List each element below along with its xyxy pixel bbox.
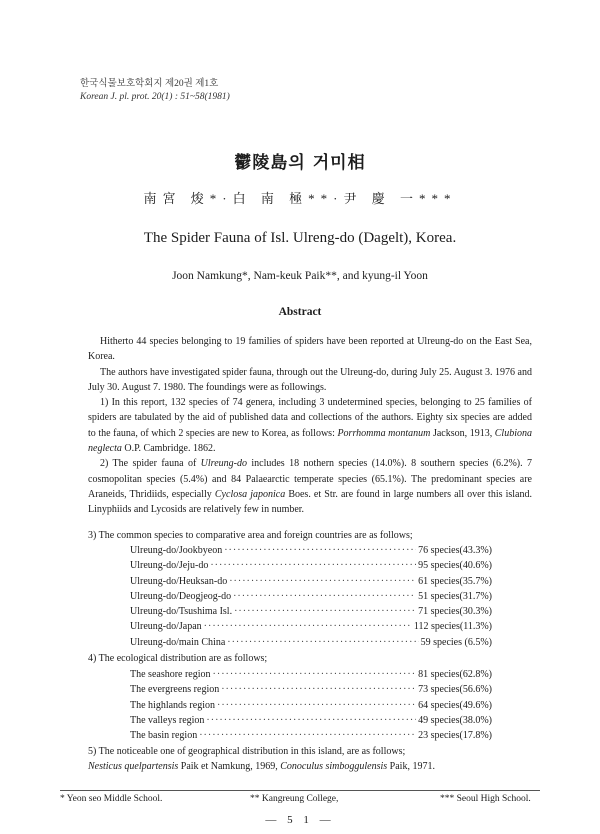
row-value: 59 species (6.5%) [420,636,492,648]
footnote-1: * Yeon seo Middle School. [60,794,163,804]
section-3-heading-text: 3) The common species to comparative area and foreign countries are as follows; [88,530,413,541]
abstract-paragraph-3 [88,395,532,456]
row-label: The highlands region [130,699,215,711]
leader-dots [206,713,416,728]
abstract-heading: Abstract [278,306,322,318]
leader-dots [234,604,416,619]
row-value: 61 species(35.7%) [418,575,492,587]
row-label: Ulreung-do/Heuksan-do [130,575,228,587]
common-species-list [130,543,492,650]
leader-dots [213,667,417,682]
journal-line-korean: 한국식물보호학회지 제20권 제1호 [80,79,219,89]
row-value: 51 species(31.7%) [418,590,492,602]
list-item [130,698,492,713]
row-value: 76 species(43.3%) [418,545,492,556]
row-value: 23 species(17.8%) [418,730,492,742]
row-value: 112 species(11.3%) [413,621,492,633]
p3-mid: Jackson, 1913, [430,427,495,439]
species-porrhomma: Porrhomma montanum [337,427,431,439]
row-value: 64 species(49.6%) [418,699,492,711]
sec5-mid: Paik et Namkung, 1969, [178,761,281,773]
leader-dots [210,558,416,573]
journal-line-english: Korean J. pl. prot. 20(1) : 51~58(1981) [80,92,230,102]
row-label: Ulreung-do/Jeju-do [130,560,209,572]
species-conoculus: Conoculus simboggulensis [280,761,388,773]
list-item [130,604,492,619]
p4-text-a: 2) The spider fauna of [100,458,201,470]
species-nesticus: Nesticus quelpartensis [88,761,179,773]
leader-dots [221,682,416,697]
row-label: The seashore region [130,669,211,680]
section-5 [88,744,532,775]
row-value: 71 species(30.3%) [418,606,492,618]
list-item [130,558,492,573]
place-ulreung: Ulreung-do [200,458,247,470]
p3-end: O.P. Cambridge. 1862. [121,443,216,455]
title-korean: 鬱陵島의 거미相 [234,153,366,173]
leader-dots [233,589,416,604]
row-label: Ulreung-do/main China [130,636,226,648]
footnotes [60,794,540,804]
section-3-heading [88,528,532,543]
list-item [130,635,492,650]
leader-dots [199,728,416,743]
list-item [130,682,492,697]
list-item [130,667,492,682]
row-value: 49 species(38.0%) [418,714,492,726]
species-clubiona: Clubiona neglecta [88,427,532,455]
leader-dots [217,698,416,713]
list-item [130,728,492,743]
p3-text: 1) In this report, 132 species of 74 genera, including 3 undetermined species, belonging to 25 families of spiders are tabulated by the aid of published data and collections of the authors. Eighty six species are added to the fauna, of which 2 species are new to Korea, as follows: [88,397,532,439]
leader-dots [204,619,412,634]
section-4-heading [88,651,532,666]
row-value: 73 species(56.6%) [418,684,492,696]
leader-dots [224,543,416,558]
list-item [130,589,492,604]
row-label: The evergreens region [130,684,220,696]
journal-header [80,78,230,104]
list-item [130,619,492,634]
row-label: Ulreung-do/Japan [130,621,202,633]
row-value: 81 species(62.8%) [418,669,492,680]
list-item [130,713,492,728]
authors-english: Joon Namkung*, Nam-keuk Paik**, and kyung-il Yoon [172,270,428,282]
sec5-end: Paik, 1971. [387,761,435,773]
section-5-species [88,759,532,774]
row-label: The basin region [130,730,198,742]
title-english: The Spider Fauna of Isl. Ulreng-do (Dagelt), Korea. [143,230,457,246]
species-cyclosa: Cyclosa japonica [214,488,286,500]
row-label: Ulreung-do/Deogjeog-do [130,590,232,602]
page-number: — 5 1 — [265,814,335,826]
authors-korean: 南宮 焌*·白 南 極**·尹 慶 一*** [143,191,457,206]
abstract-body [88,334,532,518]
list-item [130,543,492,558]
list-item [130,574,492,589]
ecological-distribution-list [130,667,492,743]
footnote-3: *** Seoul High School. [440,794,531,804]
section-5-heading: 5) The noticeable one of geographical distribution in this island, are as follows; [88,746,406,757]
abstract-paragraph-2: The authors have investigated spider fauna, through out the Ulreung-do, during July 25. August 3. 1976 and July 30. August 7. 1980. The foundings were as followings. [88,366,532,393]
row-value: 95 species(40.6%) [418,560,492,572]
p4-text-b: includes 18 nothern species (14.0%). 8 southern species (6.2%). 7 cosmopolitan species (5.4%) and 84 Palaearctic temperate species (65.1%). The predominant species are Araneids, Thridiids, especially [88,458,533,500]
leader-dots [229,574,416,589]
row-label: The valleys region [130,714,205,726]
p4-text-c: Boes. et Str. are found in large numbers all over this island. Linyphiids and Lycosids are relatively few in number. [88,488,532,516]
abstract-paragraph-4 [88,456,532,517]
row-label: Ulreung-do/Jookbyeon [130,545,223,556]
abstract-paragraph-1: Hitherto 44 species belonging to 19 families of spiders have been reported at Ulreung-do on the East Sea, Korea. [88,336,532,363]
footnote-divider [60,790,540,791]
footnote-2: ** Kangreung College, [250,794,339,804]
section-4-heading-text: 4) The ecological distribution are as follows; [88,653,268,664]
leader-dots [227,635,418,650]
row-label: Ulreung-do/Tsushima Isl. [130,606,233,618]
